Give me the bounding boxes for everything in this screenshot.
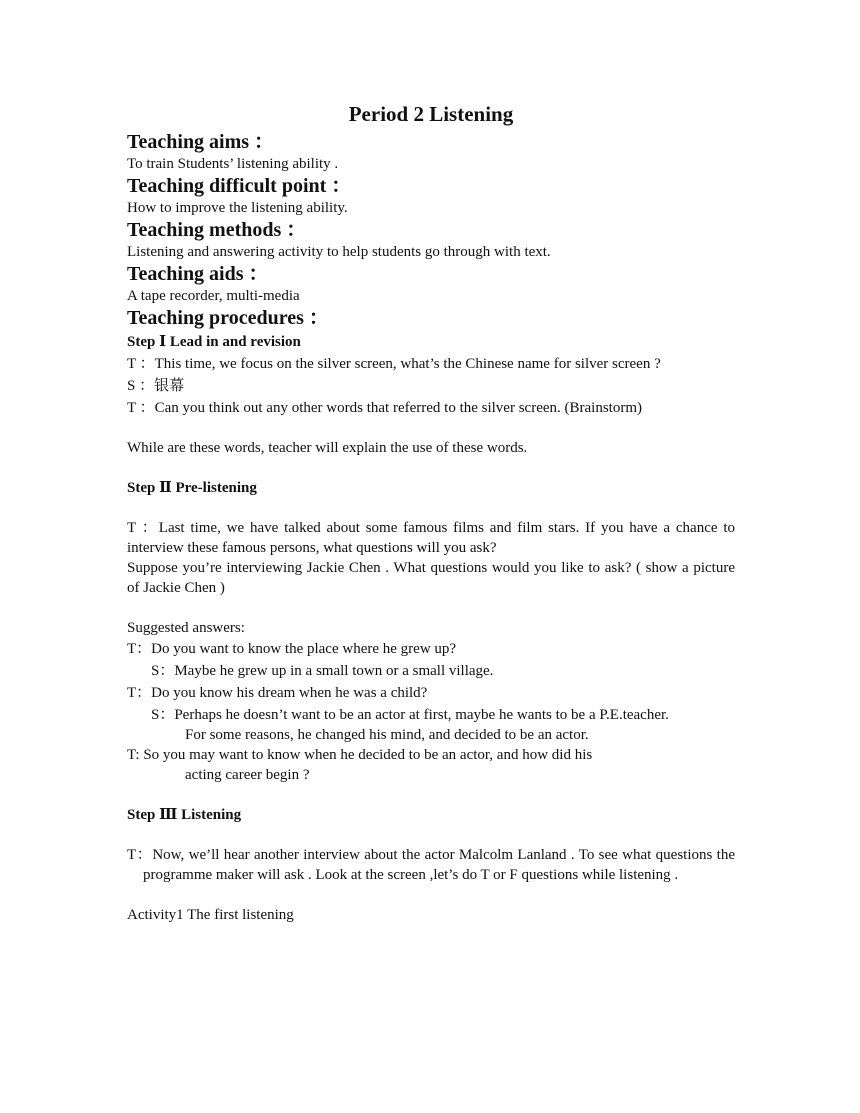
step1-line: While are these words, teacher will explain the use of these words. — [127, 440, 528, 456]
aids-text: A tape recorder, multi-media — [127, 288, 300, 304]
difficult-point-text: How to improve the listening ability. — [127, 200, 348, 216]
activity1-label: Activity1 The first listening — [127, 907, 294, 923]
procedures-heading: Teaching procedures ： — [127, 307, 329, 329]
document-page — [127, 100, 735, 925]
aids-heading: Teaching aids ： — [127, 263, 269, 285]
page-title: Period 2 Listening — [348, 102, 514, 126]
methods-text: Listening and answering activity to help students go through with text. — [127, 244, 551, 260]
step1-line: T ：This time, we focus on the silver screen, what’s the Chinese name for silver screen ? — [127, 356, 661, 372]
student-answer: S：Maybe he grew up in a small town or a small village. — [151, 663, 494, 679]
teacher-question: T：Do you want to know the place where he grew up? — [127, 641, 457, 657]
aims-text: To train Students’ listening ability . — [127, 156, 339, 172]
step1-line: S ：银幕 — [127, 378, 185, 394]
step3-paragraph: T：Now, we’ll hear another interview about the actor Malcolm Lanland . To see what questions the programme maker will ask . Look at the screen ,let’s do T or F questions while listening . — [127, 847, 735, 883]
step2-paragraph: Suppose you’re interviewing Jackie Chen . What questions would you like to ask? ( show a picture of Jackie Chen ) — [127, 560, 735, 596]
student-answer: S：Perhaps he doesn’t want to be an actor at first, maybe he wants to be a P.E.teacher. — [151, 707, 669, 723]
difficult-point-heading: Teaching difficult point ： — [127, 175, 352, 197]
student-answer-cont: For some reasons, he changed his mind, and decided to be an actor. — [185, 727, 589, 743]
teacher-question: T：Do you know his dream when he was a child? — [127, 685, 428, 701]
aims-heading: Teaching aims ： — [127, 131, 275, 153]
teacher-question-cont: acting career begin ? — [185, 767, 310, 783]
methods-heading: Teaching methods ： — [127, 219, 307, 241]
suggested-answers-label: Suggested answers: — [127, 620, 245, 636]
step1-heading: Step Ⅰ Lead in and revision — [127, 334, 301, 350]
step2-paragraph: T ：Last time, we have talked about some famous films and film stars. If you have a chance to interview these famous persons, what questions will you ask? — [127, 520, 735, 556]
step2-heading: Step Ⅱ Pre-listening — [127, 480, 257, 496]
step3-heading: Step Ⅲ Listening — [127, 807, 242, 823]
teacher-question: T: So you may want to know when he decided to be an actor, and how did his — [127, 747, 593, 763]
step1-line: T ：Can you think out any other words that referred to the silver screen. (Brainstorm) — [127, 400, 643, 416]
